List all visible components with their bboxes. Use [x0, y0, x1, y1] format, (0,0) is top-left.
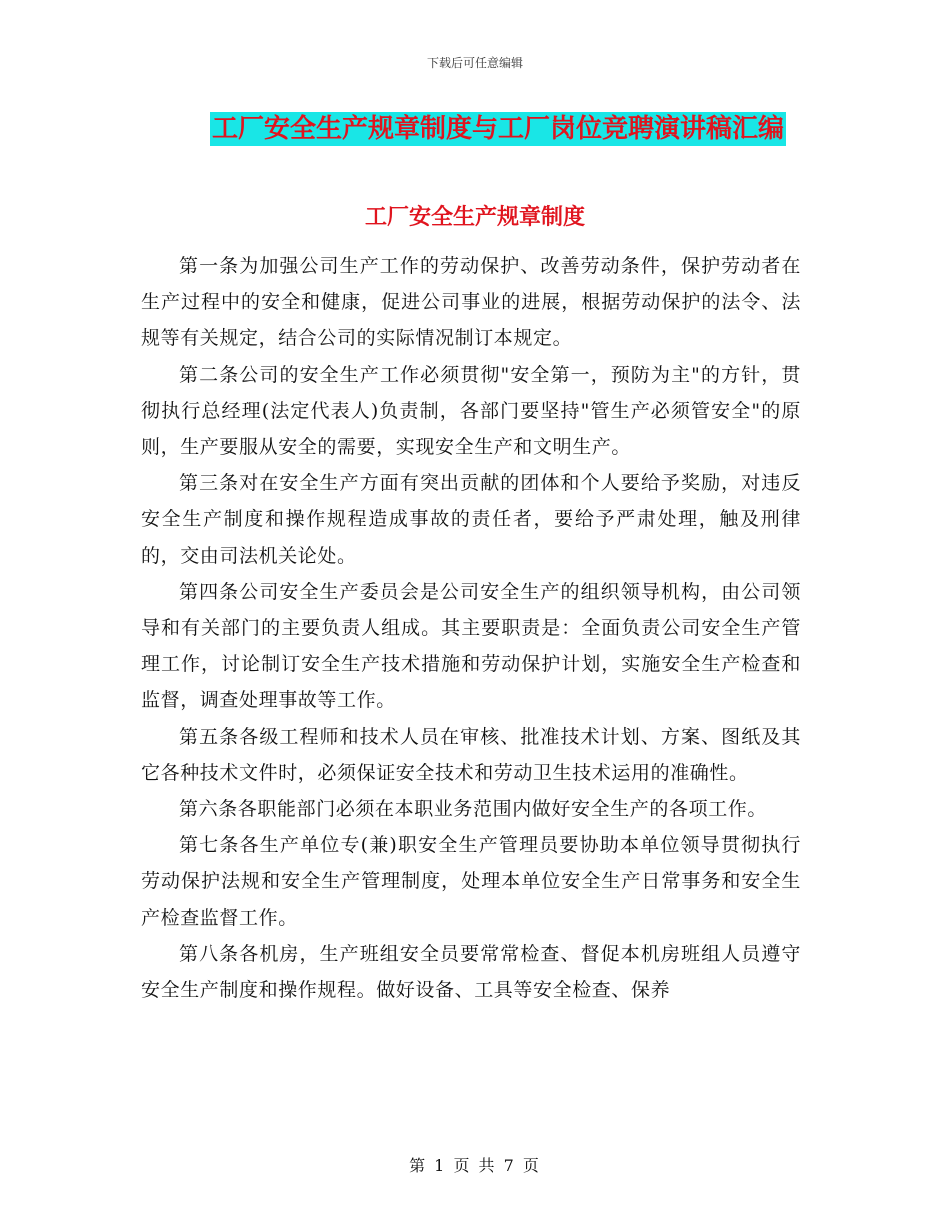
header-note: 下载后可任意编辑 — [426, 56, 523, 70]
document-title: 工厂安全生产规章制度与工厂岗位竞聘演讲稿汇编 — [211, 114, 784, 144]
paragraph-article-8: 第八条各机房，生产班组安全员要常常检查、督促本机房班组人员遵守安全生产制度和操作规程。做好设备、工具等安全检查、保养 — [141, 942, 801, 1002]
document-body — [141, 248, 801, 1008]
paragraph-article-7: 第七条各生产单位专(兼)职安全生产管理员要协助本单位领导贯彻执行劳动保护法规和安全生产管理制度，处理本单位安全生产日常事务和安全生产检查监督工作。 — [141, 834, 801, 929]
paragraph-article-5: 第五条各级工程师和技术人员在审核、批准技术计划、方案、图纸及其它各种技术文件时，必须保证安全技术和劳动卫生技术运用的准确性。 — [141, 725, 801, 784]
paragraph-article-2: 第二条公司的安全生产工作必须贯彻"安全第一，预防为主"的方针，贯彻执行总经理(法定代表人)负责制，各部门要坚持"管生产必须管安全"的原则，生产要服从安全的需要，实现安全生产和文明生产。 — [141, 363, 801, 459]
main-title-container — [0, 112, 950, 146]
paragraph-article-4: 第四条公司安全生产委员会是公司安全生产的组织领导机构，由公司领导和有关部门的主要负责人组成。其主要职责是：全面负责公司安全生产管理工作，讨论制订安全生产技术措施和劳动保护计划，实施安全生产检查和监督，调查处理事故等工作。 — [141, 580, 801, 712]
paragraph-article-3: 第三条对在安全生产方面有突出贡献的团体和个人要给予奖励，对违反安全生产制度和操作规程造成事故的责任者，要给予严肃处理，触及刑律的，交由司法机关论处。 — [141, 472, 801, 567]
page-footer: 第 1 页 共 7 页 — [409, 1156, 541, 1175]
paragraph-article-6: 第六条各职能部门必须在本职业务范围内做好安全生产的各项工作。 — [179, 798, 768, 821]
section-title: 工厂安全生产规章制度 — [364, 205, 585, 230]
paragraph-article-1: 第一条为加强公司生产工作的劳动保护、改善劳动条件，保护劳动者在生产过程中的安全和健康，促进公司事业的进展，根据劳动保护的法令、法规等有关规定，结合公司的实际情况制订本规定。 — [141, 255, 801, 350]
